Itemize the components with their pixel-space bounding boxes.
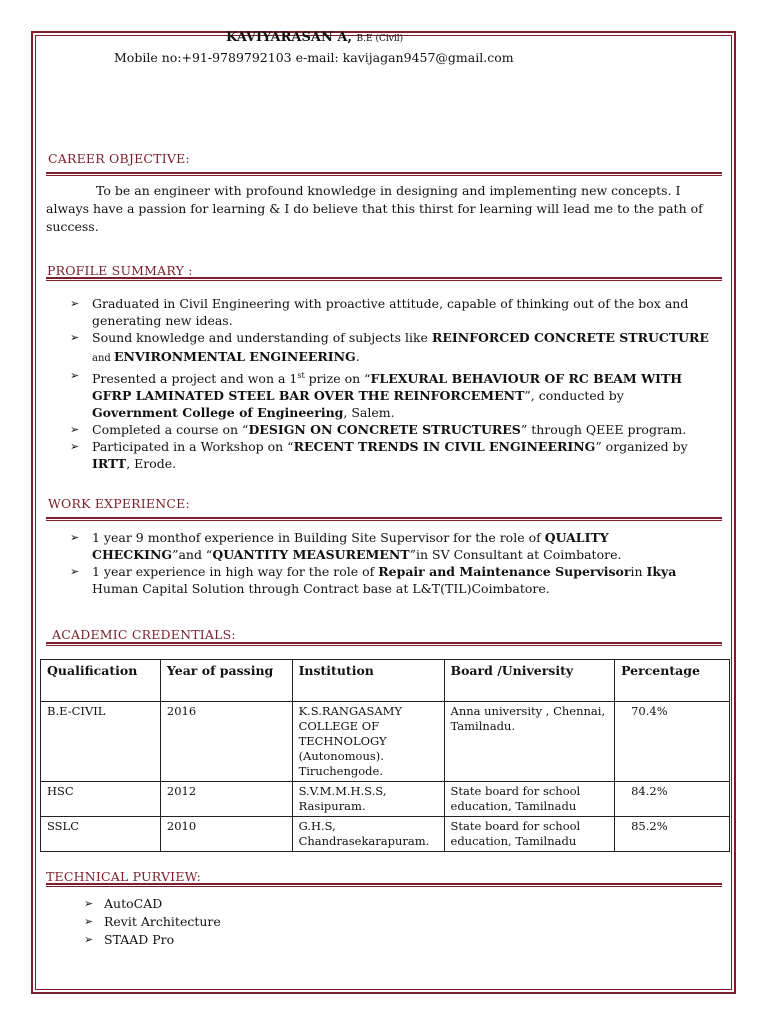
table-row: [41, 817, 730, 852]
column-header: Board /University: [444, 660, 615, 702]
table-cell: G.H.S, Chandrasekarapuram.: [292, 817, 444, 852]
arrowhead-bullet-icon: ➢: [84, 897, 94, 910]
list-item: ➢ 1 year 9 monthof experience in Building Site Supervisor for the role of QUALITY CHECKING”and “QUANTITY MEASUREMENT”in SV Consultant at Coimbatore.: [70, 530, 622, 562]
candidate-degree: B.E (Civil): [356, 34, 404, 44]
section-title-profile-summary: PROFILE SUMMARY :: [47, 263, 193, 278]
arrowhead-bullet-icon: ➢: [70, 423, 80, 437]
academic-credentials-table: [40, 659, 730, 852]
column-header: Year of passing: [160, 660, 292, 702]
column-header: Qualification: [41, 660, 161, 702]
section-rule: [46, 883, 722, 887]
list-item: ➢ Completed a course on “DESIGN ON CONCRETE STRUCTURES” through QEEE program.: [70, 422, 687, 438]
table-cell: 2012: [160, 782, 292, 817]
section-rule: [46, 172, 722, 176]
table-cell: SSLC: [41, 817, 161, 852]
arrowhead-bullet-icon: ➢: [70, 440, 80, 454]
list-item: ➢ Revit Architecture: [84, 914, 221, 929]
table-cell: K.S.RANGASAMY COLLEGE OF TECHNOLOGY (Autonomous). Tiruchengode.: [292, 702, 444, 782]
arrowhead-bullet-icon: ➢: [70, 369, 80, 382]
table-cell: 70.4%: [615, 702, 730, 782]
table-cell: 2010: [160, 817, 292, 852]
arrowhead-bullet-icon: ➢: [70, 297, 80, 310]
arrowhead-bullet-icon: ➢: [70, 331, 80, 344]
arrowhead-bullet-icon: ➢: [70, 531, 80, 544]
list-item: ➢ STAAD Pro: [84, 932, 175, 947]
table-cell: 2016: [160, 702, 292, 782]
section-title-academic-credentials: ACADEMIC CREDENTIALS:: [52, 627, 236, 642]
section-title-career-objective: CAREER OBJECTIVE:: [48, 151, 190, 166]
candidate-name-line: [226, 30, 403, 45]
section-title-technical-purview: TECHNICAL PURVIEW:: [46, 869, 202, 884]
table-cell: 84.2%: [615, 782, 730, 817]
section-rule: [46, 517, 722, 521]
table-cell: State board for school education, Tamilnadu: [444, 817, 615, 852]
section-title-work-experience: WORK EXPERIENCE:: [48, 496, 190, 511]
table-row: [41, 702, 730, 782]
column-header: Percentage: [615, 660, 730, 702]
technical-purview-list: [84, 895, 221, 949]
table-cell: Anna university , Chennai, Tamilnadu.: [444, 702, 615, 782]
table-cell: HSC: [41, 782, 161, 817]
table-row: [41, 782, 730, 817]
list-item: ➢ Sound knowledge and understanding of subjects like REINFORCED CONCRETE STRUCTURE and ENVIRONMENTAL ENGINEERING.: [70, 330, 709, 364]
list-item: ➢ 1 year experience in high way for the role of Repair and Maintenance Supervisorin Ikya Human Capital Solution through Contract base at L&T(TIL)Coimbatore.: [70, 564, 677, 596]
list-item: ➢ AutoCAD: [84, 896, 163, 911]
section-rule: [46, 277, 722, 281]
candidate-name: KAVIYARASAN A,: [226, 30, 353, 45]
table-cell: B.E-CIVIL: [41, 702, 161, 782]
list-item: ➢ Graduated in Civil Engineering with proactive attitude, capable of thinking out of the box and generating new ideas.: [70, 296, 689, 328]
profile-summary-list: [70, 295, 710, 472]
table-cell: S.V.M.M.H.S.S, Rasipuram.: [292, 782, 444, 817]
career-objective-text: To be an engineer with profound knowledge in designing and implementing new concepts. I always have a passion for learning & I do believe that this thirst for learning will lead me to the path of success.: [46, 183, 703, 234]
table-cell: 85.2%: [615, 817, 730, 852]
section-rule: [46, 642, 722, 646]
arrowhead-bullet-icon: ➢: [84, 915, 94, 928]
table-cell: State board for school education, Tamilnadu: [444, 782, 615, 817]
table-header-row: [41, 660, 730, 702]
work-experience-list: [70, 529, 710, 597]
arrowhead-bullet-icon: ➢: [70, 565, 80, 578]
arrowhead-bullet-icon: ➢: [84, 933, 94, 946]
column-header: Institution: [292, 660, 444, 702]
contact-line: Mobile no:+91-9789792103 e-mail: kavijagan9457@gmail.com: [114, 50, 514, 65]
list-item: ➢ Presented a project and won a 1st prize on “FLEXURAL BEHAVIOUR OF RC BEAM WITH GFRP LAMINATED STEEL BAR OVER THE REINFORCEMENT”, conducted by Government College of Engineering, Salem.: [70, 369, 683, 421]
list-item: ➢ Participated in a Workshop on “RECENT TRENDS IN CIVIL ENGINEERING” organized by IRTT, Erode.: [70, 439, 688, 472]
